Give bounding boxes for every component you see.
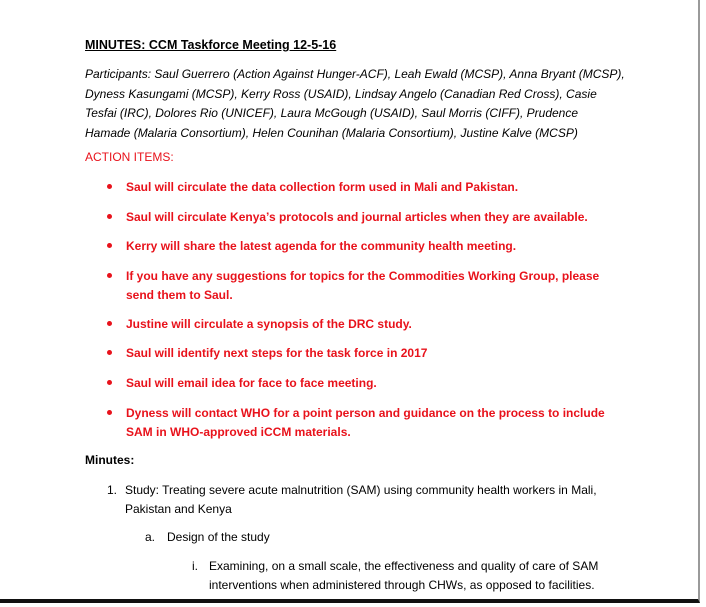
action-item-text: Justine will circulate a synopsis of the DRC study. [126,317,412,331]
bullet-icon [107,410,112,415]
action-item-text: Dyness will contact WHO for a point person and guidance on the process to include SAM in WHO-approved iCCM materials. [126,406,605,439]
list-letter: a. [145,530,156,544]
bullet-icon [107,350,112,355]
minutes-item-1a-i [192,557,602,594]
bullet-icon [107,273,112,278]
action-item-text: Saul will identify next steps for the task force in 2017 [126,346,428,360]
document-title: MINUTES: CCM Taskforce Meeting 12-5-16 [85,38,337,52]
minutes-item-text: Examining, on a small scale, the effectiveness and quality of care of SAM interventions when administered through CHWs, as opposed to facilities. [209,559,599,592]
action-item-text: Kerry will share the latest agenda for the community health meeting. [126,239,517,253]
bullet-icon [107,214,112,219]
action-item-text: Saul will email idea for face to face meeting. [126,376,377,390]
action-item [107,267,627,304]
bullet-icon [107,380,112,385]
action-item-text: Saul will circulate the data collection form used in Mali and Pakistan. [126,180,519,194]
action-item [107,237,627,256]
action-item [107,178,627,197]
list-roman: i. [192,559,198,573]
minutes-item-text: Design of the study [167,530,270,544]
action-item [107,344,627,363]
action-item [107,208,627,227]
bullet-icon [107,243,112,248]
action-item [107,404,627,441]
action-item-text: Saul will circulate Kenya’s protocols and journal articles when they are available. [126,210,588,224]
bullet-icon [107,321,112,326]
minutes-heading: Minutes: [85,453,135,467]
list-number: 1. [107,483,118,497]
participants-list: Participants: Saul Guerrero (Action Against Hunger-ACF), Leah Ewald (MCSP), Anna Bryant (MCSP), Dyness Kasungami (MCSP), Kerry Ross (USAID), Lindsay Angelo (Canadian Red Cross), Casie Tesfai (IRC), Dolores Rio (UNICEF), Laura McGough (USAID), Saul Morris (CIFF), Prudence Hamade (Malaria Consortium), Helen Counihan (Malaria Consortium), Justine Kalve (MCSP) [85,67,625,140]
action-items-heading: ACTION ITEMS: [85,150,174,164]
bullet-icon [107,184,112,189]
action-item [107,315,627,334]
action-item-text: If you have any suggestions for topics for the Commodities Working Group, please send them to Saul. [126,269,600,302]
minutes-item-1 [107,481,607,518]
minutes-item-text: Study: Treating severe acute malnutrition (SAM) using community health workers in Mali, Pakistan and Kenya [125,483,597,516]
action-item [107,374,627,393]
minutes-item-1a [145,528,445,547]
